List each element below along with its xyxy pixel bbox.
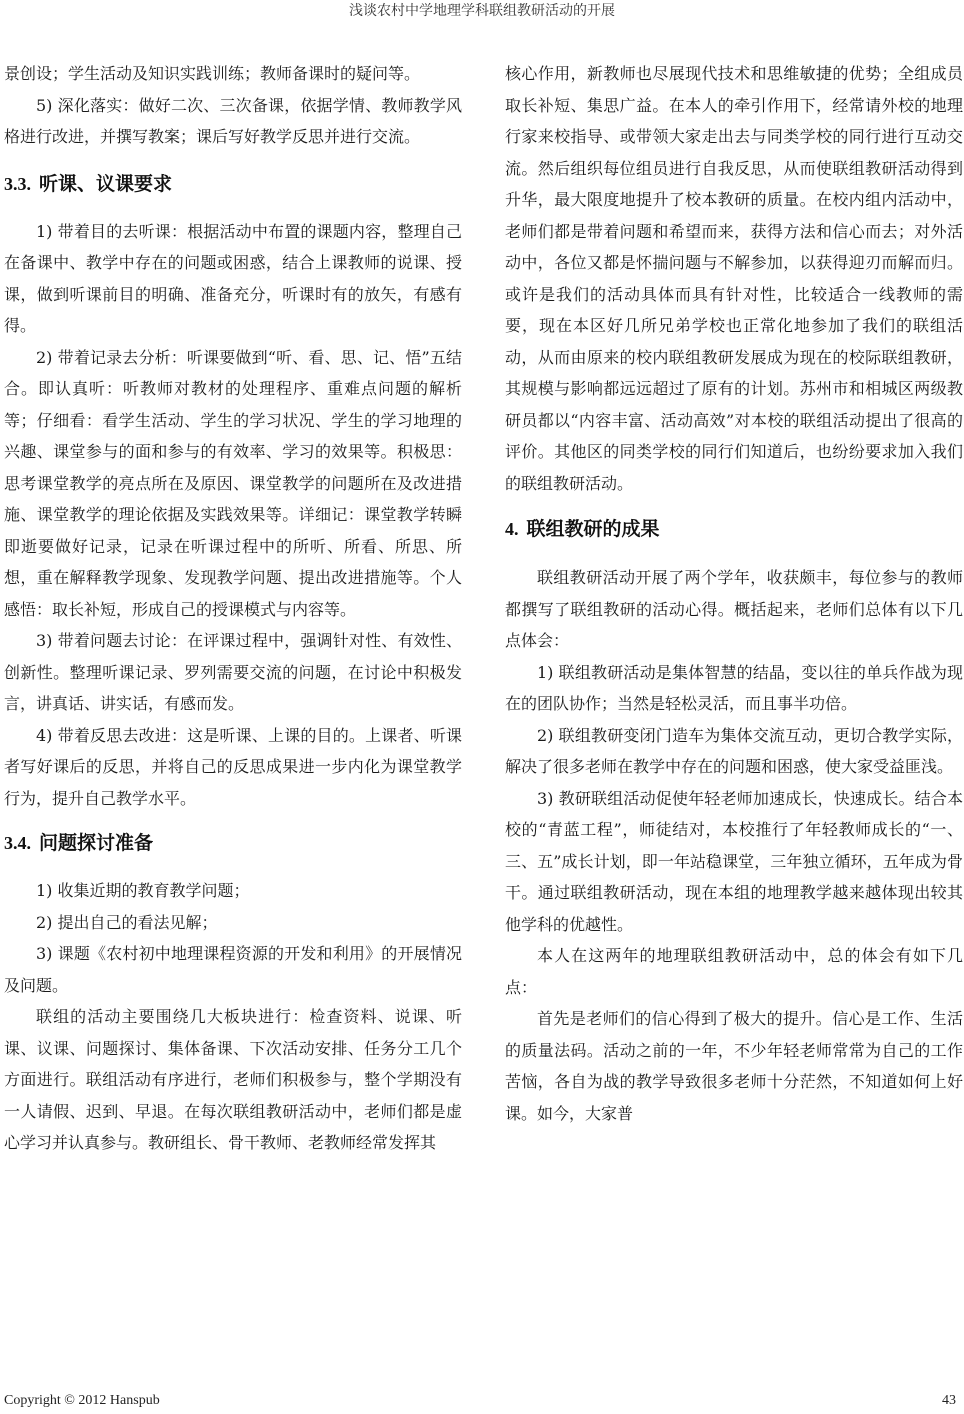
running-header: 浅谈农村中学地理学科联组教研活动的开展 <box>349 3 615 19</box>
paragraph: 3) 课题《农村初中地理课程资源的开发和利用》的开展情况及问题。 <box>4 944 462 995</box>
paragraph: 3) 教研联组活动促使年轻老师加速成长，快速成长。结合本校的“青蓝工程”，师徒结对，本校推行了年轻教师成长的“一、三、五”成长计划，即一年站稳课堂，三年独立循环，五年成为骨干。通过联组教研活动，现在本组的地理教学越来越体现出较其他学科的优越性。 <box>505 788 963 934</box>
paragraph: 2) 带着记录去分析：听课要做到“听、看、思、记、悟”五结合。即认真听：听教师对教材的处理程序、重难点问题的解析等；仔细看：看学生活动、学生的学习状况、学生的学习地理的兴趣、课堂参与的面和参与的有效率、学习的效果等。积极思：思考课堂教学的亮点所在及原因、课堂教学的问题所在及改进措施、课堂教学的理论依据及实践效果等。详细记：课堂教学转瞬即逝要做好记录，记录在听课过程中的所听、所看、所思、所想，重在解释教学现象、发现教学问题、提出改进措施等。个人感悟：取长补短，形成自己的授课模式与内容等。 <box>4 347 462 619</box>
paragraph: 联组的活动主要围绕几大板块进行：检查资料、说课、听课、议课、问题探讨、集体备课、下次活动安排、任务分工几个方面进行。联组活动有序进行，老师们积极参与，整个学期没有一人请假、迟到、早退。在每次联组教研活动中，老师们都是虚心学习并认真参与。教研组长、骨干教师、老教师经常发挥其 <box>4 1007 462 1152</box>
paragraph: 首先是老师们的信心得到了极大的提升。信心是工作、生活的质量法码。活动之前的一年，不少年轻老师常常为自己的工作苦恼，各自为战的教学导致很多老师十分茫然，不知道如何上好课。如今，大家普 <box>505 1009 963 1123</box>
section-heading-4 <box>505 514 963 545</box>
paragraph: 本人在这两年的地理联组教研活动中，总的体会有如下几点： <box>505 946 963 997</box>
paragraph: 5) 深化落实：做好二次、三次备课，依据学情、教师教学风格进行改进，并撰写教案；课后写好教学反思并进行交流。 <box>4 95 462 146</box>
section-title: 问题探讨准备 <box>39 832 154 854</box>
paragraph: 1) 联组教研活动是集体智慧的结晶，变以往的单兵作战为现在的团队协作；当然是轻松灵活，而且事半功倍。 <box>505 662 963 713</box>
paragraph: 2) 提出自己的看法见解； <box>36 912 218 932</box>
paragraph: 1) 带着目的去听课：根据活动中布置的课题内容，整理自己在备课中、教学中存在的问题或困惑，结合上课教师的说课、授课，做到听课前目的明确、准备充分，听课时有的放矢，有感有得。 <box>4 221 462 335</box>
section-heading-3-4 <box>4 828 462 859</box>
section-number: 3.3. <box>4 173 31 194</box>
section-number: 3.4. <box>4 833 31 853</box>
paragraph: 联组教研活动开展了两个学年，收获颇丰，每位参与的教师都撰写了联组教研的活动心得。概括起来，老师们总体有以下几点体会： <box>505 568 963 650</box>
paragraph: 景创设；学生活动及知识实践训练；教师备课时的疑问等。 <box>4 64 421 83</box>
section-number: 4. <box>505 519 519 539</box>
left-column <box>4 58 462 1159</box>
section-heading-3-3 <box>4 169 462 200</box>
paragraph: 1) 收集近期的教育教学问题； <box>36 881 250 900</box>
copyright-notice: Copyright © 2012 Hanspub <box>4 1393 160 1408</box>
section-title: 听课、议课要求 <box>39 172 173 195</box>
paragraph: 3) 带着问题去讨论：在评课过程中，强调针对性、有效性、创新性。整理听课记录、罗列需要交流的问题，在讨论中积极发言，讲真话、讲实话，有感而发。 <box>4 631 462 713</box>
paragraph: 2) 联组教研变闭门造车为集体交流互动，更切合教学实际，解决了很多老师在教学中存在的问题和困惑，使大家受益匪浅。 <box>505 725 963 776</box>
paragraph: 4) 带着反思去改进：这是听课、上课的目的。上课者、听课者写好课后的反思，并将自己的反思成果进一步内化为课堂教学行为，提升自己教学水平。 <box>4 725 462 808</box>
paragraph: 核心作用，新教师也尽展现代技术和思维敏捷的优势；全组成员取长补短、集思广益。在本人的牵引作用下，经常请外校的地理行家来校指导、或带领大家走出去与同类学校的同行进行互动交流。然后组织每位组员进行自我反思，从而使联组教研活动得到升华，最大限度地提升了校本教研的质量。在校内组内活动中，老师们都是带着问题和希望而来，获得方法和信心而去；对外活动中，各位又都是怀揣问题与不解参加，以获得迎刃而解而归。或许是我们的活动具体而具有针对性，比较适合一线教师的需要，现在本区好几所兄弟学校也正常化地参加了我们的联组活动，从而由原来的校内联组教研发展成为现在的校际联组教研，其规模与影响都远远超过了原有的计划。苏州市和相城区两级教研员都以“内容丰富、活动高效”对本校的联组活动提出了很高的评价。其他区的同类学校的同行们知道后，也纷纷要求加入我们的联组教研活动。 <box>505 64 963 493</box>
section-title: 联组教研的成果 <box>526 518 660 540</box>
right-column <box>505 58 963 1129</box>
page-number: 43 <box>942 1393 956 1408</box>
